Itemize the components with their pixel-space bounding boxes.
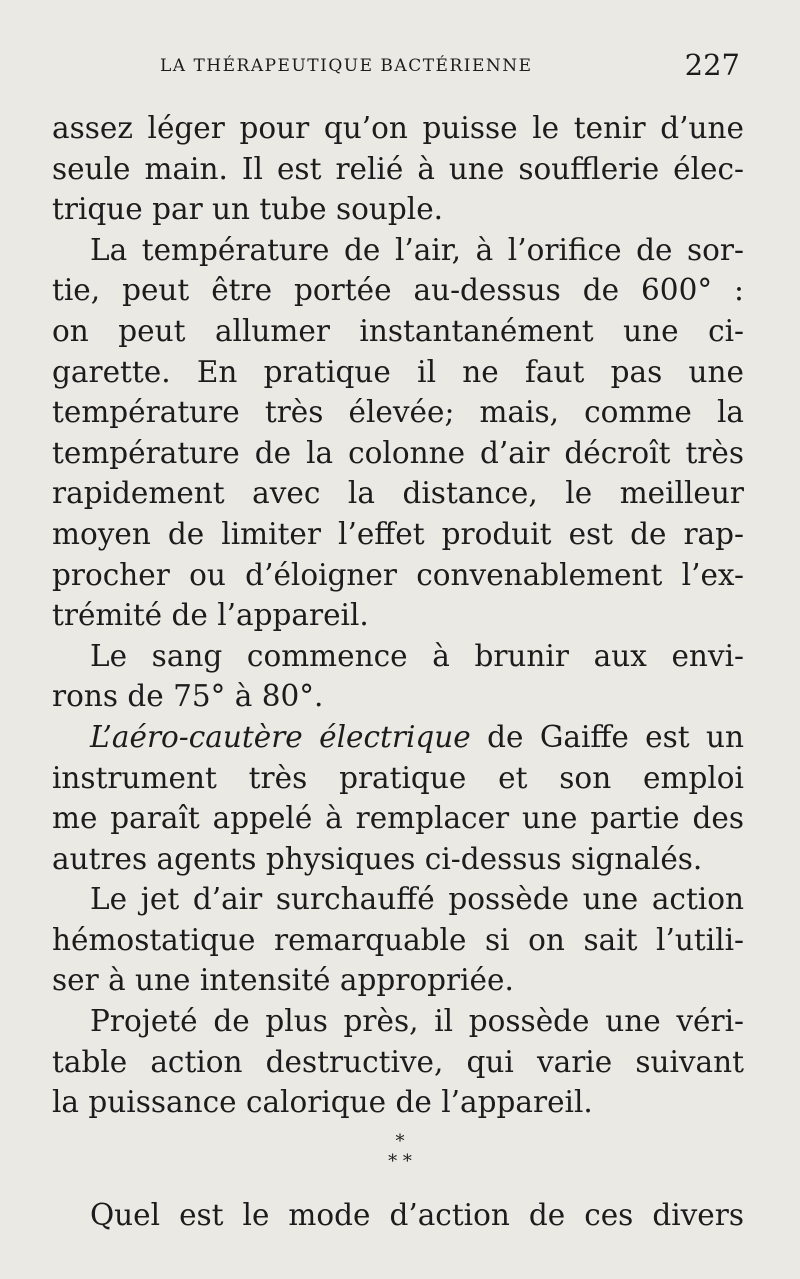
text-line: trique par un tube souple. <box>52 192 444 227</box>
text-line: température très élevée; mais, comme la <box>52 395 744 430</box>
text-line: tie, peut être portée au-dessus de 600° : <box>52 273 744 308</box>
text-line: instrument très pratique et son emploi <box>52 760 744 795</box>
text-line: rons de 75° à 80°. <box>52 679 324 714</box>
text-line: table action destructive, qui varie suivant <box>52 1044 744 1079</box>
section-separator <box>0 1132 800 1172</box>
body-text <box>52 108 744 1123</box>
text-line: La température de l’air, à l’orifice de sor- <box>90 232 744 267</box>
text-line: autres agents physiques ci-dessus signalés. <box>52 841 703 876</box>
running-title: LA THÉRAPEUTIQUE BACTÉRIENNE <box>160 56 533 76</box>
text-line-with-italic <box>52 717 744 758</box>
italic-phrase: L’aéro-cautère électrique <box>90 719 471 754</box>
text-line: trémité de l’appareil. <box>52 598 369 633</box>
separator-star-top: * <box>395 1131 405 1152</box>
text-line: garette. En pratique il ne faut pas une <box>52 354 744 389</box>
text-line: ser à une intensité appropriée. <box>52 963 514 998</box>
text-line: température de la colonne d’air décroît très <box>52 435 744 470</box>
page-number: 227 <box>684 48 740 82</box>
text-line: Le jet d’air surchauffé possède une action <box>90 882 744 917</box>
text-line: la puissance calorique de l’appareil. <box>52 1085 593 1120</box>
text-fragment: de Gaiffe est un <box>487 719 744 754</box>
text-line: hémostatique remarquable si on sait l’utili- <box>52 922 744 957</box>
text-line: me paraît appelé à remplacer une partie des <box>52 801 744 836</box>
text-line: moyen de limiter l’effet produit est de rap- <box>52 516 744 551</box>
closing-line <box>52 1195 744 1236</box>
text-line: Quel est le mode d’action de ces divers <box>90 1198 744 1232</box>
separator-stars-bottom: * * <box>388 1151 412 1172</box>
text-line: rapidement avec la distance, le meilleur <box>52 476 744 511</box>
text-line: Projeté de plus près, il possède une véri- <box>90 1004 744 1039</box>
text-line: procher ou d’éloigner convenablement l’ex- <box>52 557 744 592</box>
text-line: on peut allumer instantanément une ci- <box>52 313 744 348</box>
text-line: Le sang commence à brunir aux envi- <box>90 638 744 673</box>
text-line: seule main. Il est relié à une soufflerie élec- <box>52 151 744 186</box>
text-line: assez léger pour qu’on puisse le tenir d’une <box>52 111 744 145</box>
